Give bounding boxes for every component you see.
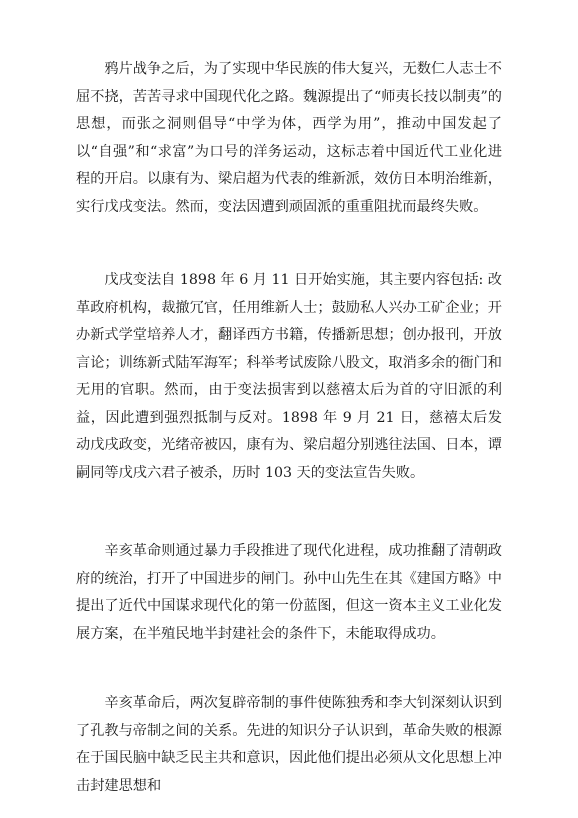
paragraph-after-revolution: 辛亥革命后，两次复辟帝制的事件使陈独秀和李大钊深刻认识到了孔教与帝制之间的关系。先进的知识分子认识到，革命失败的根源在于国民脑中缺乏民主共和意识，因此他们提出必须从文化思想上冲击封建思想和 <box>76 695 502 794</box>
paragraph-wuxu-reform: 戊戌变法自 1898 年 6 月 11 日开始实施，其主要内容包括: 改革政府机构，裁撤冗官，任用维新人士；鼓励私人兴办工矿企业；开办新式学堂培养人才，翻译西方书籍，传播新思想；创办报刊，开放言论；训练新式陆军海军；科举考试废除八股文，取消多余的衙门和无用的官职。然而，由于变法损害到以慈禧太后为首的守旧派的利益，因此遭到强烈抵制与反对。1898 年 9 月 21 日，慈禧太后发动戊戌政变，光绪帝被囚，康有为、梁启超分别逃往法国、日本，谭嗣同等戊戌六君子被杀，历时 103 天的变法宣告失败。 <box>76 272 502 481</box>
paragraph-opium-war: 鸦片战争之后，为了实现中华民族的伟大复兴，无数仁人志士不屈不挠，苦苦寻求中国现代化之路。魏源提出了“师夷长技以制夷”的思想，而张之洞则倡导“中学为体，西学为用”，推动中国发起了以“自强”和“求富”为口号的洋务运动，这标志着中国近代工业化进程的开启。以康有为、梁启超为代表的维新派，效仿日本明治维新，实行戊戌变法。然而，变法因遭到顽固派的重重阻扰而最终失败。 <box>76 61 502 215</box>
paragraph-xinhai-revolution: 辛亥革命则通过暴力手段推进了现代化进程，成功推翻了清朝政府的统治，打开了中国进步的闸门。孙中山先生在其《建国方略》中提出了近代中国谋求现代化的第一份蓝图，但这一资本主义工业化发展方案，在半殖民地半封建社会的条件下，未能取得成功。 <box>76 543 502 642</box>
